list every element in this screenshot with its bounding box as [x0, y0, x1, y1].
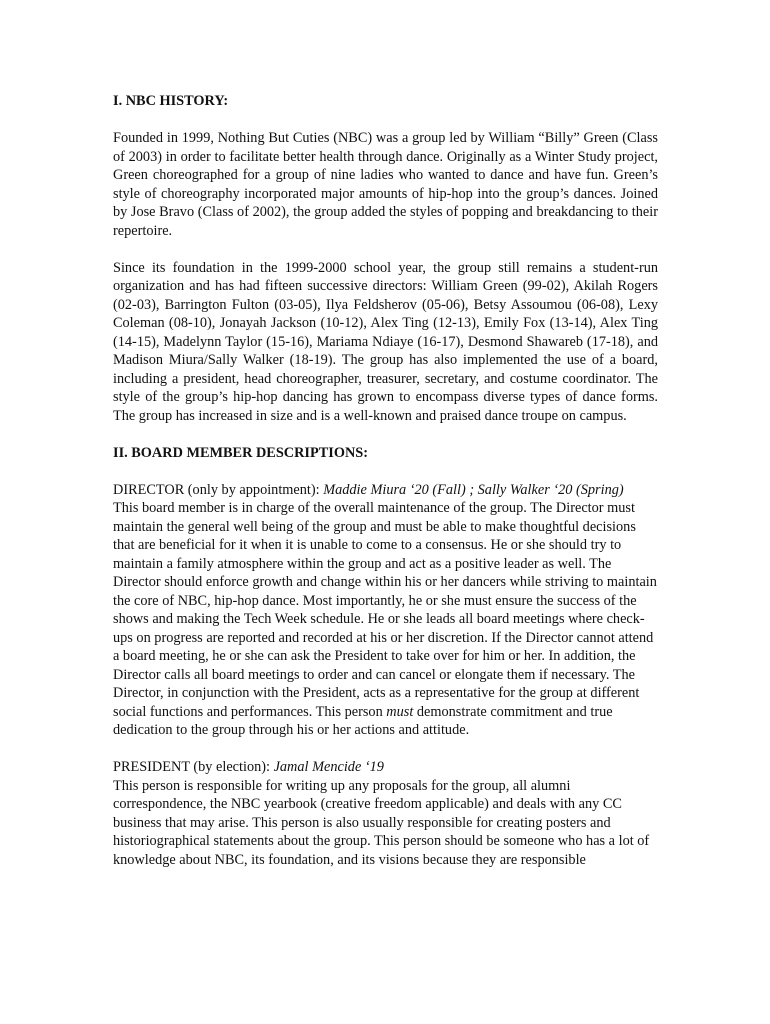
director-description-end: demonstrate commitment and true dedication to the group through his or her actions and attitude. [113, 703, 613, 738]
president-role-line [113, 758, 658, 777]
director-description-emphasis: must [386, 703, 414, 720]
history-paragraph-directors: Since its foundation in the 1999-2000 school year, the group still remains a student-run organization and has had fifteen successive directors: William Green (99-02), Akilah Rogers (02-03), Barrington Fulton (03-05), Ilya Feldsherov (05-06), Betsy Assoumou (06-08), Lexy Coleman (08-10), Jonayah Jackson (10-12), Alex Ting (12-13), Emily Fox (13-14), Alex Ting (14-15), Madelynn Taylor (15-16), Mariama Ndiaye (16-17), Desmond Shawareb (17-18), and Madison Miura/Sally Walker (18-19). The group has also implemented the use of a board, including a president, head choreographer, treasurer, secretary, and costume coordinator. The style of the group’s hip-hop dancing has grown to encompass diverse types of dance forms. The group has increased in size and is a well-known and praised dance troupe on campus. [113, 259, 658, 424]
president-block [113, 758, 658, 869]
director-description: This board member is in charge of the overall maintenance of the group. The Director must maintain the general well being of the group and must be able to make thoughtful decisions that are beneficial for it when it is unable to come to a consensus. He or she should try to maintain a family atmosphere within the group and act as a positive leader as well. The Director should enforce growth and change within his or her dancers while striving to maintain the core of NBC, hip-hop dance. Most importantly, he or she must ensure the success of the shows and making the Tech Week schedule. He or she leads all board meetings where check-ups on progress are reported and recorded at his or her discretion. If the Director cannot attend a board meeting, he or she can ask the President to take over for him or her. In addition, the Director calls all board meetings to order and can cancel or elongate them if necessary. The Director, in conjunction with the President, acts as a representative for the group at different social functions and performances. This person [113, 500, 657, 720]
director-block [113, 481, 658, 740]
section-heading-nbc-history: I. NBC HISTORY: [113, 93, 229, 109]
president-description: This person is responsible for writing up any proposals for the group, all alumni correspondence, the NBC yearbook (creative freedom applicable) and deals with any CC business that may arise. This person is also usually responsible for creating posters and historiographical statements about the group. This person should be someone who has a lot of knowledge about NBC, its foundation, and its visions because they are responsible [113, 777, 650, 868]
director-role-title: DIRECTOR (only by appointment): [113, 481, 324, 498]
president-holder: Jamal Mencide ‘19 [273, 759, 384, 775]
president-role-title: PRESIDENT (by election): [113, 759, 274, 775]
history-paragraph-founding: Founded in 1999, Nothing But Cuties (NBC) was a group led by William “Billy” Green (Class of 2003) in order to facilitate better health through dance. Originally as a Winter Study project, Green choreographed for a group of nine ladies who wanted to dance and have fun. Green’s style of choreography incorporated major amounts of hip-hop into the group’s dances. Joined by Jose Bravo (Class of 2002), the group added the styles of popping and breakdancing to their repertoire. [113, 130, 658, 239]
document-page [113, 92, 658, 888]
section-heading-board-members: II. BOARD MEMBER DESCRIPTIONS: [113, 444, 368, 461]
director-holders: Maddie Miura ‘20 (Fall) ; Sally Walker ‘20 (Spring) [323, 481, 624, 498]
director-role-line [113, 481, 658, 500]
